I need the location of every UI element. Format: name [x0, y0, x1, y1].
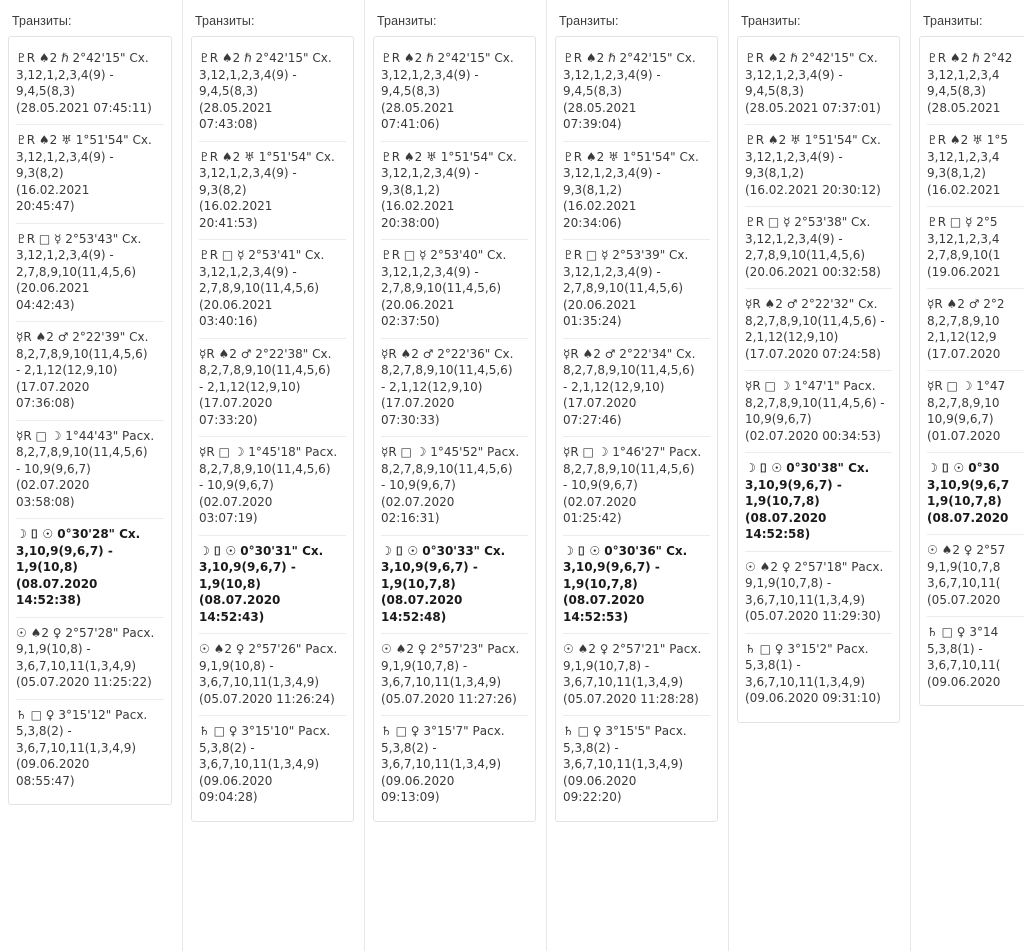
- transit-entry[interactable]: [563, 634, 710, 716]
- transit-entry-line: - 2,1,12(12,9,10): [16, 363, 118, 377]
- transit-entry-line: 3,12,1,2,3,4(9) -: [745, 231, 843, 246]
- transit-entry-line: ♄ □ ♀ 3°15'2" Расх.: [745, 641, 869, 656]
- transit-entry-line: - 10,9(9,6,7): [16, 461, 91, 476]
- transit-entry-line: 3,12,1,2,3,4(9) -: [199, 264, 297, 279]
- transit-entry-line: 9,4,5(8,3): [16, 84, 75, 98]
- transit-entry-line: 14:52:48): [381, 609, 447, 624]
- transit-entry[interactable]: [745, 552, 892, 634]
- transit-entry-line: 01:25:42): [563, 511, 622, 525]
- transit-entry-line: ♇R □ ☿ 2°53'41" Сх.: [199, 248, 325, 262]
- transit-entry-line: (02.07.2020 00:34:53): [745, 428, 881, 443]
- transit-entry[interactable]: [563, 240, 710, 339]
- transit-entry-line: 14:52:43): [199, 609, 265, 624]
- transit-entry-line: 3,10,9(9,6,7) -: [745, 477, 842, 492]
- transit-entry-line: (28.05.2021: [563, 100, 637, 115]
- transit-entry[interactable]: [927, 43, 1024, 125]
- transit-entry-line: 9,4,5(8,3): [563, 84, 622, 98]
- transit-entry-line: 3,10,9(9,6,7) -: [563, 560, 660, 574]
- transit-entry-line: 10,9(9,6,7): [927, 412, 994, 426]
- transit-entry[interactable]: [381, 339, 528, 438]
- transit-entry-line: (17.07.2020 07:24:58): [745, 346, 881, 361]
- transit-entry[interactable]: [927, 207, 1024, 289]
- transit-entry-line: 3,10,9(9,6,7) -: [199, 560, 296, 574]
- transit-entry[interactable]: [381, 437, 528, 536]
- transits-column: [728, 0, 910, 951]
- transit-entry-line: ☿R ♠2 ♂ 2°22'39" Сх.: [16, 330, 149, 344]
- transit-entry-line: 2,7,8,9,10(1: [927, 248, 1001, 262]
- transit-entry-line: 07:41:06): [381, 117, 440, 131]
- transit-entry-line: ☿R □ ☽ 1°47: [927, 379, 1006, 393]
- transit-entry-line: 1,9(10,7,8): [927, 494, 1002, 508]
- transit-entry-line: (02.07.2020: [199, 494, 273, 509]
- transit-entry-line: (20.06.2021: [381, 297, 455, 312]
- transits-column: [364, 0, 546, 951]
- transit-entry-line: ☉ ♠2 ♀ 2°57'26" Расх.: [199, 642, 338, 656]
- transit-entry[interactable]: [563, 43, 710, 142]
- transit-entry-line: 3,12,1,2,3,4(9) -: [16, 149, 114, 164]
- column-title: Транзиты:: [377, 14, 437, 28]
- transit-entry-line: 20:38:00): [381, 215, 440, 230]
- transit-entry-line: 07:27:46): [563, 412, 622, 427]
- transit-entry-line: (16.02.2021: [16, 182, 90, 197]
- transit-entry-line: 2,1,12(12,9: [927, 330, 997, 344]
- transit-entry-line: 07:43:08): [199, 117, 258, 131]
- transit-entry-line: ♄ □ ♀ 3°15'7" Расх.: [381, 724, 505, 738]
- transit-entry-line: 02:16:31): [381, 511, 440, 525]
- transit-entry-line: (20.06.2021: [16, 281, 90, 295]
- transit-entry[interactable]: [745, 453, 892, 552]
- transit-entry[interactable]: [563, 716, 710, 814]
- transit-entry[interactable]: [16, 322, 164, 421]
- transit-entry-line: ☿R □ ☽ 1°44'43" Расх.: [16, 428, 155, 443]
- transit-entry[interactable]: [199, 142, 346, 241]
- transit-entry-line: (05.07.2020 11:25:22): [16, 675, 152, 689]
- transit-entry-line: ☿R □ ☽ 1°46'27" Расх.: [563, 445, 702, 459]
- transit-entry-line: 3,6,7,10,11(: [927, 658, 1001, 672]
- transit-entry-line: ☽ ⌷ ☉ 0°30: [927, 461, 1000, 475]
- transit-entry-line: 2,1,12(12,9,10): [745, 330, 839, 344]
- transit-entry-line: 5,3,8(2) -: [199, 740, 255, 755]
- column-title: Транзиты:: [12, 14, 72, 28]
- transit-entry-line: (08.07.2020: [563, 593, 645, 607]
- transit-entry[interactable]: [381, 43, 528, 142]
- transit-entry-line: 9,3(8,1,2): [745, 166, 804, 180]
- transit-entry-line: 9,3(8,1,2): [563, 182, 622, 197]
- transit-entry-line: 3,12,1,2,3,4(9) -: [381, 166, 479, 180]
- transit-entry-line: 07:30:33): [381, 412, 440, 427]
- transit-entry-line: 3,12,1,2,3,4: [927, 149, 1000, 164]
- transit-entry-line: ☉ ♠2 ♀ 2°57'18" Расх.: [745, 559, 884, 574]
- transit-entry[interactable]: [563, 437, 710, 536]
- transit-entry-line: 3,10,9(9,6,7) -: [16, 543, 113, 558]
- transit-entry-line: (09.06.2020 09:31:10): [745, 691, 881, 705]
- transit-entry-line: 1,9(10,8): [16, 560, 78, 574]
- transit-entry-line: ♇R ♠2 ♅ 1°5: [927, 133, 1008, 147]
- transit-entry[interactable]: [927, 535, 1024, 617]
- column-title: Транзиты:: [559, 14, 619, 28]
- transit-entry-line: 5,3,8(2) -: [563, 740, 619, 755]
- transit-entry-line: ♇R ♠2 ♅ 1°51'54" Сх.: [745, 133, 881, 147]
- transit-entry-line: - 2,1,12(12,9,10): [381, 379, 483, 394]
- transit-entry-line: 9,3(8,2): [16, 166, 64, 180]
- transit-entry[interactable]: [199, 536, 346, 635]
- transit-entry[interactable]: [381, 716, 528, 814]
- transit-entry-line: - 10,9(9,6,7): [381, 478, 456, 492]
- transit-entry-line: 8,2,7,8,9,10(11,4,5,6): [199, 363, 331, 377]
- transit-entry-line: 10,9(9,6,7): [745, 412, 812, 426]
- transit-entry[interactable]: [199, 716, 346, 814]
- transit-entry-line: (28.05.2021: [381, 100, 455, 115]
- transits-column: [182, 0, 364, 951]
- transit-entry-line: (05.07.2020 11:26:24): [199, 691, 335, 706]
- transit-entry-line: ☉ ♠2 ♀ 2°57: [927, 543, 1006, 557]
- transit-entry-line: 3,12,1,2,3,4: [927, 231, 1000, 246]
- transit-entry-line: 9,4,5(8,3): [927, 84, 986, 98]
- transit-entry-line: (28.05.2021 07:37:01): [745, 100, 881, 115]
- transit-entry-line: - 10,9(9,6,7): [199, 478, 274, 492]
- transit-entry-line: ♇R ♠2 ℏ 2°42'15" Сх.: [745, 51, 878, 65]
- transit-entry[interactable]: [16, 224, 164, 323]
- transit-entry-line: ☽ ⌷ ☉ 0°30'36" Сх.: [563, 543, 688, 558]
- transit-entry-line: 9,3(8,2): [199, 182, 247, 197]
- transit-entry-line: (16.02.2021: [563, 199, 637, 213]
- transit-entry[interactable]: [927, 453, 1024, 535]
- transit-entry-line: ♇R □ ☿ 2°5: [927, 215, 998, 229]
- transit-entry-line: (08.07.2020: [199, 593, 281, 607]
- transits-card: [919, 36, 1024, 706]
- transit-entry-line: 3,6,7,10,11(1,3,4,9): [563, 675, 684, 689]
- transit-entry-line: 3,6,7,10,11(1,3,4,9): [381, 675, 502, 689]
- transit-entry[interactable]: [745, 634, 892, 715]
- transit-entry[interactable]: [927, 125, 1024, 207]
- transit-entry-line: 07:33:20): [199, 412, 258, 427]
- transit-entry-line: ♄ □ ♀ 3°15'12" Расх.: [16, 707, 148, 722]
- transit-entry-line: ☿R ♠2 ♂ 2°22'36" Сх.: [381, 346, 514, 361]
- transit-entry-line: (28.05.2021 07:45:11): [16, 100, 152, 115]
- transit-entry-line: 8,2,7,8,9,10: [927, 395, 1000, 410]
- transit-entry-line: (09.06.2020: [927, 674, 1001, 689]
- transit-entry-line: 9,4,5(8,3): [381, 84, 440, 98]
- transit-entry-line: 3,12,1,2,3,4(9) -: [745, 149, 843, 164]
- transit-entry-line: (05.07.2020 11:28:28): [563, 691, 699, 706]
- transit-entry-line: 1,9(10,7,8): [381, 576, 456, 591]
- transit-entry[interactable]: [745, 289, 892, 371]
- transit-entry[interactable]: [199, 43, 346, 142]
- transit-entry-line: 03:07:19): [199, 511, 258, 525]
- transit-entry[interactable]: [381, 634, 528, 716]
- transit-entry-line: ♇R ♠2 ℏ 2°42'15" Сх.: [381, 51, 514, 65]
- transit-entry-line: ♄ □ ♀ 3°14: [927, 625, 999, 639]
- column-title: Транзиты:: [195, 14, 255, 28]
- transit-entry-line: 8,2,7,8,9,10(11,4,5,6): [16, 445, 148, 459]
- transit-entry-line: ☉ ♠2 ♀ 2°57'21" Расх.: [563, 642, 702, 656]
- transit-entry-line: (16.02.2021: [927, 182, 1001, 197]
- transit-entry-line: ♄ □ ♀ 3°15'5" Расх.: [563, 724, 687, 738]
- transit-entry-line: ♇R ♠2 ℏ 2°42: [927, 51, 1013, 65]
- transit-entry-line: ♄ □ ♀ 3°15'10" Расх.: [199, 724, 331, 738]
- transit-entry-line: (05.07.2020: [927, 592, 1001, 607]
- transit-entry[interactable]: [927, 617, 1024, 698]
- transit-entry-line: 2,7,8,9,10(11,4,5,6): [199, 281, 320, 295]
- transit-entry-line: ☉ ♠2 ♀ 2°57'28" Расх.: [16, 625, 155, 640]
- transit-entry-line: - 10,9(9,6,7): [563, 478, 638, 492]
- transit-entry-line: - 2,1,12(12,9,10): [199, 379, 301, 394]
- transit-entry-line: 3,6,7,10,11(: [927, 576, 1001, 590]
- transit-entry-line: 01:35:24): [563, 314, 622, 328]
- transit-entry-line: 3,6,7,10,11(1,3,4,9): [199, 757, 320, 771]
- transit-entry[interactable]: [16, 618, 164, 700]
- transit-entry[interactable]: [199, 437, 346, 536]
- transit-entry-line: 3,12,1,2,3,4(9) -: [16, 67, 114, 82]
- transit-entry-line: 14:52:53): [563, 609, 629, 624]
- transit-entry-line: (05.07.2020 11:29:30): [745, 609, 881, 623]
- transit-entry[interactable]: [16, 421, 164, 520]
- transit-entry-line: 8,2,7,8,9,10(11,4,5,6): [16, 346, 148, 361]
- transit-entry-line: 3,12,1,2,3,4: [927, 67, 1000, 82]
- transit-entry-line: 9,1,9(10,8) -: [16, 642, 91, 656]
- transit-entry-line: 8,2,7,8,9,10(11,4,5,6): [199, 461, 331, 476]
- transit-entry[interactable]: [927, 289, 1024, 371]
- transit-entry-line: 3,12,1,2,3,4(9) -: [381, 67, 479, 82]
- transit-entry-line: ♇R ♠2 ♅ 1°51'54" Сх.: [563, 149, 699, 164]
- transit-entry[interactable]: [745, 207, 892, 289]
- transits-card: [191, 36, 354, 822]
- transit-entry-line: 09:04:28): [199, 790, 258, 804]
- transit-entry-line: 03:40:16): [199, 314, 258, 328]
- transit-entry-line: 3,6,7,10,11(1,3,4,9): [745, 592, 866, 607]
- transit-entry-line: 5,3,8(2) -: [16, 724, 72, 738]
- transit-entry-line: 1,9(10,8): [199, 576, 261, 591]
- transit-entry-line: ♇R ♠2 ♅ 1°51'54" Сх.: [381, 149, 517, 164]
- transit-entry-line: ♇R □ ☿ 2°53'40" Сх.: [381, 248, 507, 262]
- transit-entry-line: 9,1,9(10,7,8) -: [745, 576, 832, 590]
- transit-entry-line: 3,12,1,2,3,4(9) -: [745, 67, 843, 82]
- transit-entry-line: 2,7,8,9,10(11,4,5,6): [381, 281, 502, 295]
- transit-entry-line: (16.02.2021: [199, 199, 273, 213]
- transit-entry-line: ☉ ♠2 ♀ 2°57'23" Расх.: [381, 642, 520, 656]
- transit-entry-line: 3,6,7,10,11(1,3,4,9): [381, 757, 502, 771]
- transit-entry-line: 9,3(8,1,2): [381, 182, 440, 197]
- transit-entry-line: ☽ ⌷ ☉ 0°30'38" Сх.: [745, 461, 870, 475]
- transit-entry-line: 20:34:06): [563, 215, 622, 230]
- transit-entry-line: 9,4,5(8,3): [745, 84, 804, 98]
- transit-entry[interactable]: [381, 142, 528, 241]
- transit-entry-line: (09.06.2020: [381, 773, 455, 788]
- transit-entry-line: (08.07.2020: [381, 593, 463, 607]
- transit-entry-line: ♇R ♠2 ℏ 2°42'15" Сх.: [16, 51, 149, 65]
- transit-entry-line: 5,3,8(1) -: [745, 658, 801, 672]
- transit-entry-line: 9,1,9(10,7,8) -: [563, 658, 650, 673]
- transit-entry-line: 8,2,7,8,9,10(11,4,5,6): [381, 363, 513, 377]
- transit-entry-line: 3,12,1,2,3,4(9) -: [16, 248, 114, 262]
- transit-entry[interactable]: [381, 536, 528, 635]
- transit-entry[interactable]: [16, 519, 164, 618]
- transit-entry-line: ☿R ♠2 ♂ 2°22'32" Сх.: [745, 297, 878, 311]
- transit-entry-line: ☿R ♠2 ♂ 2°2: [927, 297, 1005, 311]
- transit-entry-line: (17.07.2020: [563, 396, 637, 410]
- transit-entry-line: 08:55:47): [16, 773, 75, 788]
- transit-entry-line: ☿R □ ☽ 1°45'18" Расх.: [199, 445, 338, 459]
- transit-entry-line: 1,9(10,7,8): [563, 576, 638, 591]
- transit-entry-line: 14:52:38): [16, 593, 82, 607]
- transit-entry-line: 8,2,7,8,9,10(11,4,5,6): [563, 363, 695, 377]
- transit-entry-line: (17.07.2020: [16, 379, 90, 394]
- transit-entry-line: 09:13:09): [381, 790, 440, 804]
- transit-entry[interactable]: [563, 536, 710, 635]
- transit-entry-line: 20:45:47): [16, 199, 75, 213]
- transit-entry-line: 5,3,8(2) -: [381, 740, 437, 755]
- transit-entry-line: 3,6,7,10,11(1,3,4,9): [199, 675, 320, 689]
- transit-entry[interactable]: [16, 43, 164, 125]
- transit-entry[interactable]: [745, 43, 892, 125]
- transit-entry-line: 9,4,5(8,3): [199, 84, 258, 98]
- transit-entry-line: ♇R ♠2 ♅ 1°51'54" Сх.: [16, 133, 152, 147]
- transit-entry-line: ♇R □ ☿ 2°53'38" Сх.: [745, 215, 871, 229]
- transit-entry-line: 9,1,9(10,8) -: [199, 658, 274, 673]
- transit-entry[interactable]: [16, 125, 164, 224]
- transit-entry-line: (09.06.2020: [199, 773, 273, 788]
- transit-entry-line: (17.07.2020: [927, 346, 1001, 361]
- transit-entry-line: ☿R ♠2 ♂ 2°22'34" Сх.: [563, 346, 696, 361]
- transit-entry-line: 3,10,9(9,6,7) -: [381, 560, 478, 574]
- column-title: Транзиты:: [741, 14, 801, 28]
- transit-entry-line: 9,1,9(10,7,8: [927, 559, 1001, 574]
- transit-entry-line: 9,1,9(10,7,8) -: [381, 658, 468, 673]
- transit-entry-line: (02.07.2020: [16, 478, 90, 492]
- transit-entry-line: (17.07.2020: [381, 396, 455, 410]
- transit-entry[interactable]: [381, 240, 528, 339]
- transit-entry-line: (02.07.2020: [563, 494, 637, 509]
- transit-entry-line: - 2,1,12(12,9,10): [563, 379, 665, 394]
- transit-entry-line: 1,9(10,7,8): [745, 494, 820, 508]
- transit-entry-line: (28.05.2021: [199, 100, 273, 115]
- transit-entry[interactable]: [16, 700, 164, 798]
- transit-entry-line: ☿R □ ☽ 1°45'52" Расх.: [381, 445, 520, 459]
- transits-column: [910, 0, 1024, 951]
- transit-entry-line: 02:37:50): [381, 314, 440, 328]
- transit-entry-line: 8,2,7,8,9,10(11,4,5,6): [563, 461, 695, 476]
- transit-entry-line: 20:41:53): [199, 215, 258, 230]
- transit-entry-line: 03:58:08): [16, 494, 75, 509]
- transit-entry-line: 9,3(8,1,2): [927, 166, 986, 180]
- transit-entry-line: 2,7,8,9,10(11,4,5,6): [745, 248, 866, 262]
- transit-entry-line: (20.06.2021: [199, 297, 273, 312]
- transit-entry[interactable]: [199, 339, 346, 438]
- transit-entry-line: 8,2,7,8,9,10(11,4,5,6) -: [745, 313, 885, 328]
- column-title: Транзиты:: [923, 14, 983, 28]
- transits-card: [373, 36, 536, 822]
- transit-entry-line: (16.02.2021 20:30:12): [745, 182, 881, 197]
- transit-entry-line: 3,6,7,10,11(1,3,4,9): [16, 740, 137, 755]
- transit-entry-line: 3,6,7,10,11(1,3,4,9): [563, 757, 684, 771]
- transit-entry-line: (08.07.2020: [16, 576, 98, 591]
- transit-entry-line: 8,2,7,8,9,10(11,4,5,6): [381, 461, 513, 476]
- transit-entry-line: (28.05.2021: [927, 100, 1001, 115]
- transit-entry-line: ♇R □ ☿ 2°53'43" Сх.: [16, 231, 142, 246]
- transit-entry-line: (20.06.2021 00:32:58): [745, 264, 881, 279]
- transit-entry-line: 07:36:08): [16, 396, 75, 410]
- transit-entry-line: 3,12,1,2,3,4(9) -: [199, 166, 297, 180]
- transit-entry-line: 2,7,8,9,10(11,4,5,6): [16, 264, 137, 279]
- transit-entry-line: (08.07.2020: [927, 510, 1009, 525]
- transit-entry-line: ☽ ⌷ ☉ 0°30'28" Сх.: [16, 527, 141, 541]
- transit-entry-line: 3,12,1,2,3,4(9) -: [199, 67, 297, 82]
- transit-entry-line: ☽ ⌷ ☉ 0°30'33" Сх.: [381, 543, 506, 558]
- transit-entry-line: (05.07.2020 11:27:26): [381, 691, 517, 706]
- transits-column: [0, 0, 182, 951]
- transit-entry-line: 07:39:04): [563, 117, 622, 131]
- transit-entry-line: 5,3,8(1) -: [927, 641, 983, 656]
- transit-entry-line: ♇R ♠2 ♅ 1°51'54" Сх.: [199, 149, 335, 164]
- transit-entry-line: (01.07.2020: [927, 428, 1001, 443]
- transit-entry-line: ☽ ⌷ ☉ 0°30'31" Сх.: [199, 543, 324, 558]
- transit-entry-line: 3,6,7,10,11(1,3,4,9): [16, 658, 137, 673]
- transit-entry-line: 3,6,7,10,11(1,3,4,9): [745, 674, 866, 689]
- transit-entry-line: 8,2,7,8,9,10(11,4,5,6) -: [745, 395, 885, 410]
- transit-entry-line: 3,10,9(9,6,7: [927, 477, 1010, 492]
- transits-card: [8, 36, 172, 805]
- transit-entry-line: ☿R ♠2 ♂ 2°22'38" Сх.: [199, 346, 332, 361]
- transit-entry-line: (20.06.2021: [563, 297, 637, 312]
- transit-entry[interactable]: [563, 142, 710, 241]
- transit-entry-line: (19.06.2021: [927, 264, 1001, 279]
- transit-entry[interactable]: [563, 339, 710, 438]
- transits-card: [737, 36, 900, 723]
- transit-entry-line: 04:42:43): [16, 297, 75, 312]
- transit-entry-line: 2,7,8,9,10(11,4,5,6): [563, 281, 684, 295]
- transit-entry[interactable]: [745, 125, 892, 207]
- transit-entry-line: ♇R ♠2 ℏ 2°42'15" Сх.: [563, 51, 696, 65]
- transit-entry-line: 3,12,1,2,3,4(9) -: [563, 264, 661, 279]
- transits-card: [555, 36, 718, 822]
- transit-entry-line: (08.07.2020 14:52:58): [745, 510, 827, 541]
- transit-entry-line: ♇R ♠2 ℏ 2°42'15" Сх.: [199, 51, 332, 65]
- transit-entry-line: (09.06.2020: [563, 773, 637, 788]
- transit-entry[interactable]: [199, 634, 346, 716]
- transit-entry[interactable]: [199, 240, 346, 339]
- transit-entry-line: 8,2,7,8,9,10: [927, 313, 1000, 328]
- transit-entry[interactable]: [927, 371, 1024, 453]
- transit-entry[interactable]: [745, 371, 892, 453]
- transit-entry-line: ♇R □ ☿ 2°53'39" Сх.: [563, 248, 689, 262]
- transit-entry-line: (09.06.2020: [16, 757, 90, 771]
- transit-entry-line: (17.07.2020: [199, 396, 273, 410]
- transit-entry-line: 09:22:20): [563, 790, 622, 804]
- transit-entry-line: 3,12,1,2,3,4(9) -: [381, 264, 479, 279]
- transit-entry-line: 3,12,1,2,3,4(9) -: [563, 166, 661, 180]
- transit-entry-line: ☿R □ ☽ 1°47'1" Расх.: [745, 379, 876, 393]
- transit-entry-line: (02.07.2020: [381, 494, 455, 509]
- transit-entry-line: (16.02.2021: [381, 199, 455, 213]
- transits-column: [546, 0, 728, 951]
- transit-entry-line: 3,12,1,2,3,4(9) -: [563, 67, 661, 82]
